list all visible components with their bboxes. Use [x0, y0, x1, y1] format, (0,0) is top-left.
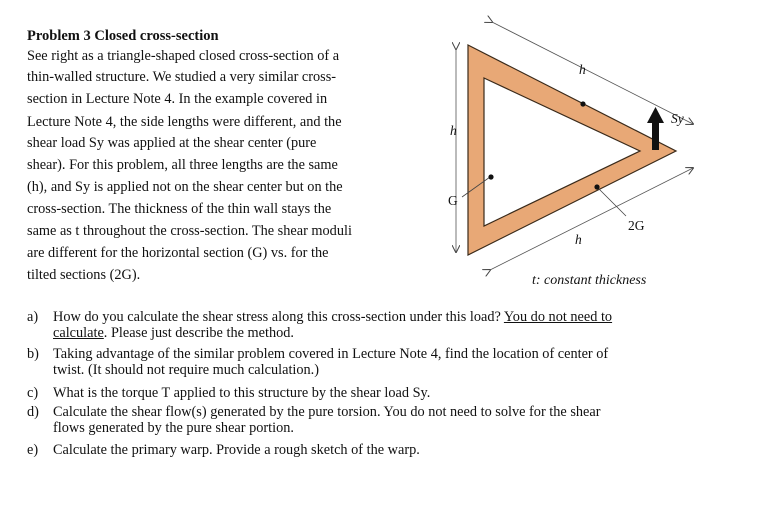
question-a	[27, 309, 612, 341]
label-h-bottom: h	[575, 232, 582, 247]
question-letter: e)	[27, 442, 39, 458]
intro-line: See right as a triangle-shaped closed cross-section of a	[27, 48, 340, 64]
intro-line: thin-walled structure. We studied a very similar cross-	[27, 69, 337, 85]
label-modulus-G: G	[448, 193, 458, 208]
question-e	[27, 442, 420, 458]
question-letter: d)	[27, 404, 39, 420]
question-d	[27, 404, 601, 436]
intro-line: shear). For this problem, all three lengths are the same	[27, 157, 338, 173]
sy-arrow-head	[647, 107, 664, 123]
question-b	[27, 346, 608, 378]
leader-2G	[598, 188, 626, 216]
question-letter: a)	[27, 309, 39, 325]
figure-caption: t: constant thickness	[532, 273, 647, 288]
question-text: Calculate the primary warp. Provide a rough sketch of the warp.	[53, 442, 420, 458]
intro-line: Lecture Note 4, the side lengths were different, and the	[27, 114, 342, 130]
intro-line: tilted sections (2G).	[27, 267, 141, 283]
label-h-top: h	[579, 62, 586, 77]
question-text: flows generated by the pure shear portion.	[53, 420, 294, 436]
question-text: How do you calculate the shear stress along this cross-section under this load?	[53, 309, 504, 325]
point-bottom-wall	[594, 184, 599, 189]
question-text: twist. (It should not require much calculation.)	[53, 362, 320, 378]
question-text: . Please just describe the method.	[103, 325, 294, 341]
question-letter: c)	[27, 385, 39, 401]
sy-load-bar	[652, 122, 659, 150]
intro-line: section in Lecture Note 4. In the example covered in	[27, 91, 328, 107]
intro-line: cross-section. The thickness of the thin wall stays the	[27, 201, 332, 217]
question-c	[27, 385, 430, 401]
question-text: What is the torque T applied to this structure by the shear load Sy.	[53, 385, 431, 401]
label-shear-load-sy: Sy	[671, 111, 684, 126]
intro-line: shear load Sy was applied at the shear center (pure	[27, 135, 317, 151]
point-left-wall	[488, 174, 493, 179]
label-h-left: h	[450, 123, 457, 138]
intro-line: (h), and Sy is applied not on the shear center but on the	[27, 179, 343, 195]
question-letter: b)	[27, 346, 39, 362]
problem-title: Problem 3 Closed cross-section	[27, 28, 219, 44]
question-text: Calculate the shear flow(s) generated by the pure torsion. You do not need to solve for the shear	[53, 404, 601, 420]
intro-line: are different for the horizontal section (G) vs. for the	[27, 245, 329, 261]
question-underlined-text: You do not need to	[503, 309, 613, 325]
question-text: Taking advantage of the similar problem covered in Lecture Note 4, find the location of center of	[53, 346, 609, 362]
question-underlined-text: calculate	[53, 325, 104, 341]
point-top-wall	[580, 101, 585, 106]
intro-line: same as t throughout the cross-section. The shear moduli	[27, 223, 352, 239]
label-modulus-2G: 2G	[628, 218, 645, 233]
